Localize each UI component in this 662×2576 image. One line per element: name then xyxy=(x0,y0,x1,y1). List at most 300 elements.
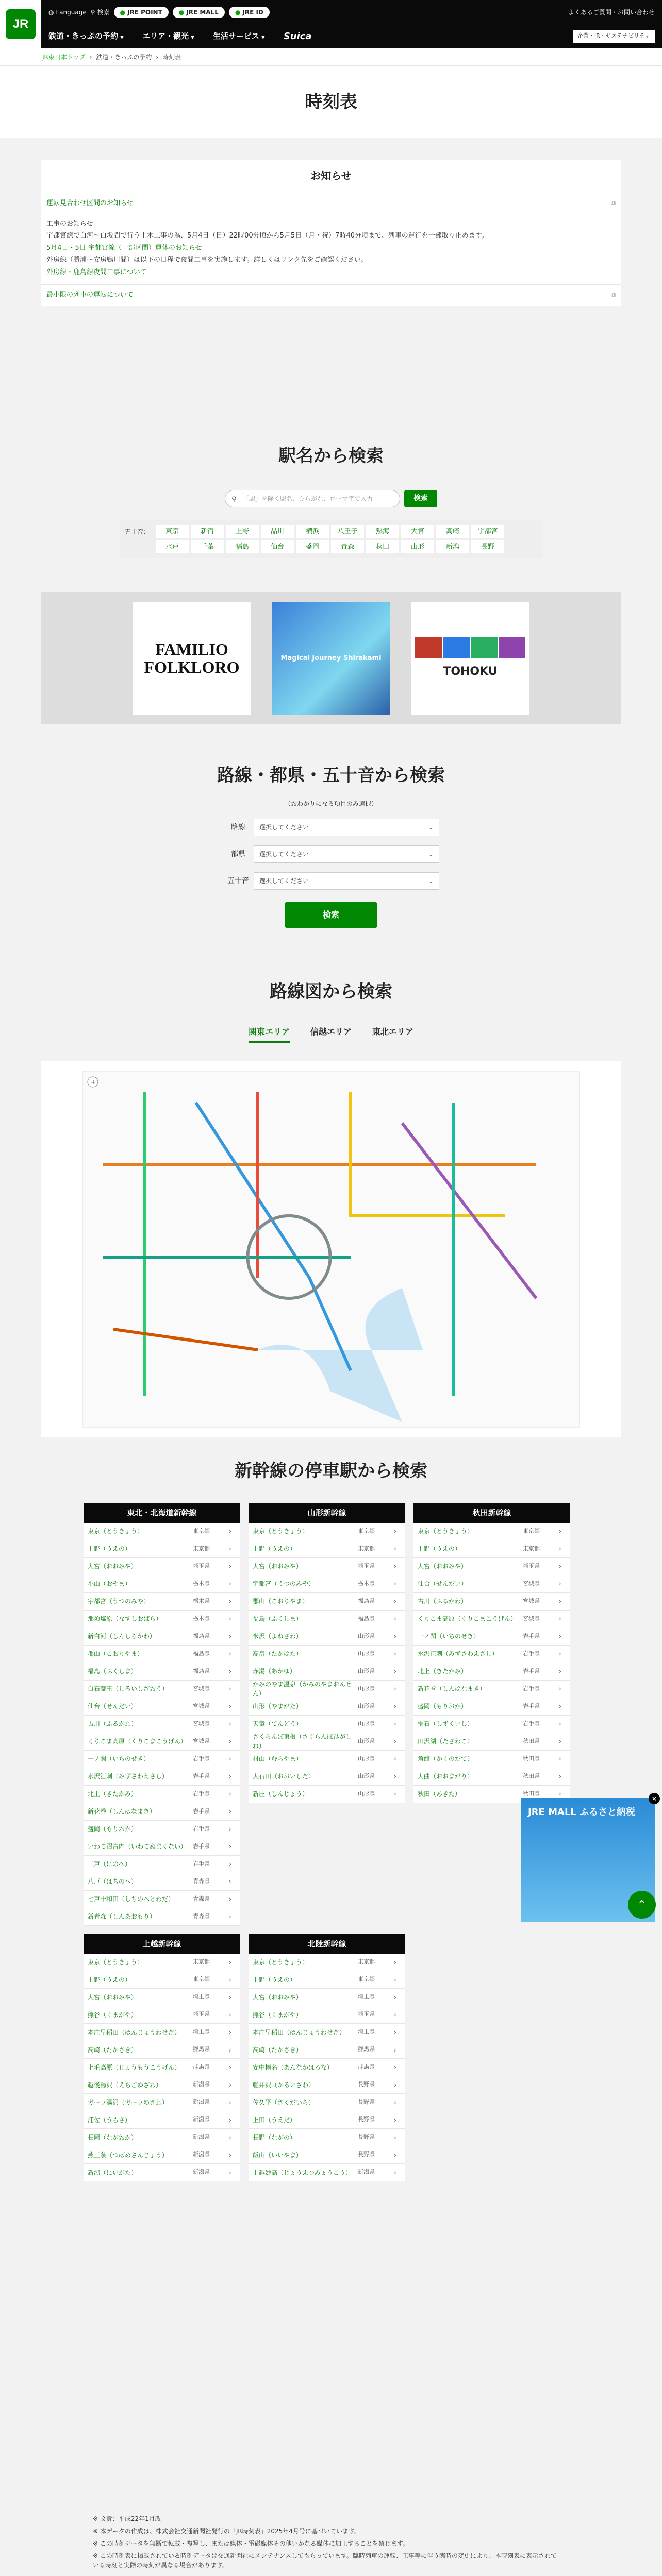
quick-station-link[interactable]: 新潟 xyxy=(436,540,469,554)
chevron-right-icon: › xyxy=(229,2168,231,2176)
banner-tohoku[interactable]: TOHOKU xyxy=(411,602,529,715)
chevron-down-icon: ⌄ xyxy=(428,877,434,885)
station-prefecture: 岩手県 xyxy=(193,1790,210,1797)
station-prefecture: 東京都 xyxy=(358,1976,375,1983)
chevron-right-icon: › xyxy=(394,2011,396,2019)
station-prefecture: 岩手県 xyxy=(193,1755,210,1762)
chevron-right-icon: › xyxy=(229,1580,231,1587)
station-row[interactable] xyxy=(84,1733,240,1751)
line-select[interactable]: 選択してください ⌄ xyxy=(254,819,439,836)
station-prefecture: 山形県 xyxy=(358,1667,375,1674)
nav-suica[interactable]: Suica xyxy=(283,31,312,42)
station-row[interactable] xyxy=(84,1803,240,1821)
station-name: 越後湯沢（えちごゆざわ） xyxy=(88,2081,162,2089)
promo-banner[interactable]: × JRE MALL ふるさと納税 xyxy=(521,1798,655,1922)
chevron-right-icon: › xyxy=(394,1580,396,1587)
shinkansen-line xyxy=(249,1503,405,1926)
chevron-right-icon: › xyxy=(229,1860,231,1868)
station-row[interactable] xyxy=(84,1593,240,1611)
chevron-right-icon: › xyxy=(229,2011,231,2019)
route-map[interactable] xyxy=(41,1061,621,1437)
jre-mall-link[interactable]: ● JRE MALL xyxy=(173,7,225,18)
station-row[interactable] xyxy=(249,1733,405,1751)
chevron-right-icon: › xyxy=(559,1545,561,1552)
chevron-right-icon: › xyxy=(229,2116,231,2124)
chevron-right-icon: › xyxy=(394,2151,396,2159)
station-prefecture: 青森県 xyxy=(193,1877,210,1885)
station-row[interactable] xyxy=(249,2111,405,2129)
station-name: 上野（うえの） xyxy=(253,1545,296,1552)
chevron-right-icon: › xyxy=(394,1738,396,1745)
station-name: 角館（かくのだて） xyxy=(418,1755,474,1762)
chevron-right-icon: › xyxy=(394,1976,396,1984)
chevron-right-icon: › xyxy=(229,1755,231,1762)
station-row[interactable] xyxy=(249,1593,405,1611)
station-prefecture: 岩手県 xyxy=(523,1702,540,1709)
chevron-right-icon: › xyxy=(229,1668,231,1675)
station-row[interactable] xyxy=(84,1611,240,1628)
station-row[interactable] xyxy=(249,2164,405,2181)
quick-station-link[interactable]: 大宮 xyxy=(401,525,434,538)
station-row[interactable] xyxy=(413,1663,570,1681)
chevron-right-icon: › xyxy=(229,1773,231,1780)
chevron-right-icon: › xyxy=(559,1563,561,1570)
chevron-right-icon: › xyxy=(229,2098,231,2106)
station-row[interactable] xyxy=(413,1523,570,1540)
chevron-right-icon: › xyxy=(229,2133,231,2141)
station-name: 東京（とうきょう） xyxy=(88,1958,144,1966)
quick-station-link[interactable]: 水戸 xyxy=(156,540,189,554)
station-name: 大宮（おおみや） xyxy=(418,1563,468,1570)
station-name: 新白河（しんしらかわ） xyxy=(88,1633,156,1640)
chevron-right-icon: › xyxy=(229,1703,231,1710)
chevron-right-icon: › xyxy=(559,1598,561,1605)
quick-station-link[interactable]: 宇都宮 xyxy=(471,525,504,538)
chevron-right-icon: › xyxy=(559,1685,561,1692)
quick-station-link[interactable]: 山形 xyxy=(401,540,434,554)
station-row[interactable] xyxy=(84,1575,240,1593)
chevron-right-icon: › xyxy=(559,1720,561,1727)
nav-rail-booking[interactable]: 鉄道・きっぷの予約 ▼ xyxy=(48,31,124,41)
station-row[interactable] xyxy=(413,1611,570,1628)
chevron-down-icon: ▼ xyxy=(261,35,265,41)
station-prefecture: 東京都 xyxy=(523,1545,540,1552)
chevron-right-icon: › xyxy=(559,1790,561,1798)
station-row[interactable] xyxy=(84,1891,240,1908)
station-prefecture: 山形県 xyxy=(358,1650,375,1657)
station-name: 村山（むらやま） xyxy=(253,1755,303,1762)
quick-station-link[interactable]: 新宿 xyxy=(191,525,224,538)
quick-station-link[interactable]: 福島 xyxy=(226,540,259,554)
station-row[interactable] xyxy=(249,1558,405,1575)
station-prefecture: 宮城県 xyxy=(193,1702,210,1709)
station-row[interactable] xyxy=(249,1989,405,2006)
site-header xyxy=(0,0,662,48)
station-name: 八戸（はちのへ） xyxy=(88,1878,138,1885)
station-row[interactable] xyxy=(84,2076,240,2094)
station-name: 水沢江刺（みずさわえさし） xyxy=(88,1773,169,1780)
station-prefecture: 岩手県 xyxy=(523,1720,540,1727)
notice-body: 工事のお知らせ 宇都宮線で白河〜白坂間で行う土木工事の為、5月4日（日）22時00分頃から5月5日（月・祝）7時40分頃まで、列車の運行を一部取り止めます。 5月4日・5日 宇都宮線（一部区間）運休のお知らせ 外房線（勝浦〜安房鴨川間）は以下の日程で夜間工事を実施します。詳しくはリンク先をご確認ください。 外房線・鹿島線夜間工事について xyxy=(41,214,621,285)
station-row[interactable] xyxy=(84,1989,240,2006)
station-prefecture: 秋田県 xyxy=(523,1755,540,1762)
station-row[interactable] xyxy=(249,1954,405,1971)
chevron-right-icon: › xyxy=(394,1668,396,1675)
chevron-right-icon: › xyxy=(559,1773,561,1780)
station-row[interactable] xyxy=(84,1540,240,1558)
station-row[interactable] xyxy=(249,2059,405,2076)
station-name: 山形（やまがた） xyxy=(253,1703,303,1710)
tab-kanto[interactable]: 関東エリア xyxy=(249,1026,290,1043)
jre-point-link[interactable]: ● JRE POINT xyxy=(114,7,169,18)
station-row[interactable] xyxy=(249,2076,405,2094)
shinkansen-heading: 新幹線の停車駅から検索 xyxy=(235,1461,427,1481)
chevron-right-icon: › xyxy=(394,2028,396,2036)
station-name: 盛岡（もりおか） xyxy=(88,1825,138,1833)
station-row[interactable] xyxy=(249,1540,405,1558)
route-search-button[interactable]: 検索 xyxy=(285,902,377,928)
station-prefecture: 東京都 xyxy=(193,1976,210,1983)
station-prefecture: 東京都 xyxy=(193,1545,210,1552)
station-row[interactable] xyxy=(413,1698,570,1716)
station-name: 大宮（おおみや） xyxy=(253,1563,303,1570)
nav-area-tourism[interactable]: エリア・観光 ▼ xyxy=(142,31,194,41)
station-name: 上毛高原（じょうもうこうげん） xyxy=(88,2063,181,2071)
station-prefecture: 新潟県 xyxy=(193,2133,210,2141)
station-row[interactable] xyxy=(84,1628,240,1646)
tab-shinetsu[interactable]: 信越エリア xyxy=(310,1027,352,1037)
station-name: 大宮（おおみや） xyxy=(253,1993,303,2001)
chevron-right-icon: › xyxy=(229,1633,231,1640)
quick-station-link[interactable]: 千葉 xyxy=(191,540,224,554)
chevron-right-icon: › xyxy=(559,1755,561,1762)
chevron-right-icon: › xyxy=(559,1703,561,1710)
station-row[interactable] xyxy=(84,1821,240,1838)
chevron-right-icon: › xyxy=(229,1528,231,1535)
chevron-right-icon: › xyxy=(394,2046,396,2054)
station-row[interactable] xyxy=(249,1751,405,1768)
chevron-right-icon: › xyxy=(229,1615,231,1622)
chevron-right-icon: › xyxy=(394,2063,396,2071)
station-prefecture: 福島県 xyxy=(193,1650,210,1657)
route-search-form: 路線 選択してください ⌄ 都県 選択してください ⌄ 五十音 選択してください ⌄ xyxy=(223,819,439,890)
shinkansen-line xyxy=(84,1503,240,1926)
station-row[interactable] xyxy=(84,2164,240,2181)
station-row[interactable] xyxy=(249,1768,405,1786)
quick-station-link[interactable]: 熱海 xyxy=(366,525,399,538)
station-row[interactable] xyxy=(249,1646,405,1663)
quick-station-link[interactable]: 東京 xyxy=(156,525,189,538)
close-icon[interactable]: × xyxy=(649,1793,660,1804)
station-prefecture: 福島県 xyxy=(193,1632,210,1639)
station-name: 北上（きたかみ） xyxy=(88,1790,138,1798)
chevron-right-icon: › xyxy=(394,1615,396,1622)
station-name: 高畠（たかはた） xyxy=(253,1650,303,1657)
mall-icon: ● xyxy=(178,8,185,16)
station-prefecture: 栃木県 xyxy=(193,1597,210,1604)
notice-item[interactable]: 最小限の列車の運転について ⧉ xyxy=(41,284,621,306)
station-row[interactable] xyxy=(84,1954,240,1971)
nav-life-service[interactable]: 生活サービス ▼ xyxy=(212,31,265,41)
banner-familio[interactable]: FAMILIO FOLKLORO xyxy=(133,602,251,715)
chevron-right-icon: › xyxy=(394,1773,396,1780)
notice-item[interactable]: 運転見合わせ区間のお知らせ ⧉ xyxy=(41,193,621,214)
quick-station-link[interactable]: 横浜 xyxy=(296,525,329,538)
station-row[interactable] xyxy=(413,1751,570,1768)
route-search-sub: （おわかりになる項目のみ選択） xyxy=(284,800,377,807)
station-row[interactable] xyxy=(249,2006,405,2024)
station-row[interactable] xyxy=(249,1523,405,1540)
station-name: 一ノ関（いちのせき） xyxy=(418,1633,480,1640)
quick-station-link[interactable]: 品川 xyxy=(261,525,294,538)
kana-select[interactable]: 選択してください ⌄ xyxy=(254,872,439,890)
station-row[interactable] xyxy=(84,2111,240,2129)
station-name: ガーラ湯沢（ガーラゆざわ） xyxy=(88,2098,169,2106)
station-prefecture: 岩手県 xyxy=(523,1632,540,1639)
notice-link-1[interactable]: 5月4日・5日 宇都宮線（一部区間）運休のお知らせ xyxy=(46,244,202,252)
jre-id-link[interactable]: ● JRE ID xyxy=(229,7,270,18)
station-name: 古川（ふるかわ） xyxy=(88,1720,138,1727)
quick-station-link[interactable]: 秋田 xyxy=(366,540,399,554)
station-row[interactable] xyxy=(249,1663,405,1681)
station-name: 福島（ふくしま） xyxy=(253,1615,303,1622)
chevron-right-icon: › xyxy=(394,1650,396,1657)
quick-station-link[interactable]: 長野 xyxy=(471,540,504,554)
logo[interactable] xyxy=(0,0,41,48)
prefecture-select[interactable]: 選択してください ⌄ xyxy=(254,845,439,863)
station-name: 盛岡（もりおか） xyxy=(418,1703,468,1710)
station-name: いわて沼宮内（いわてぬまくない） xyxy=(88,1843,187,1850)
language-button[interactable]: ◍ Language xyxy=(48,8,87,16)
breadcrumb-home[interactable]: JR東日本トップ xyxy=(42,53,86,61)
station-row[interactable] xyxy=(413,1681,570,1698)
station-row[interactable] xyxy=(249,2094,405,2111)
station-row[interactable] xyxy=(249,1786,405,1803)
station-name: 福島（ふくしま） xyxy=(88,1668,138,1675)
station-name: 上野（うえの） xyxy=(88,1545,131,1552)
chevron-right-icon: › xyxy=(229,1895,231,1903)
map-search-heading: 路線図から検索 xyxy=(270,981,392,1002)
quick-station-list: 五十音： 東京 新宿 上野 品川 横浜 八王子 熱海 大宮 高崎 宇都宮 水戸 千葉 福島 仙台 盛岡 青森 秋田 山形 新潟 長野 xyxy=(120,520,542,558)
station-prefecture: 新潟県 xyxy=(193,2081,210,2088)
chevron-right-icon: › xyxy=(229,1685,231,1692)
station-row[interactable] xyxy=(84,1523,240,1540)
station-name: 長野（ながの） xyxy=(253,2133,296,2141)
chevron-right-icon: › xyxy=(394,1685,396,1692)
station-row[interactable] xyxy=(249,2041,405,2059)
station-name: くりこま高原（くりこまこうげん） xyxy=(418,1615,517,1622)
station-row[interactable] xyxy=(84,2041,240,2059)
search-button[interactable]: ⚲ 検索 xyxy=(90,8,110,16)
station-row[interactable] xyxy=(84,1646,240,1663)
station-prefecture: 福島県 xyxy=(193,1667,210,1674)
station-row[interactable] xyxy=(84,2129,240,2146)
station-prefecture: 岩手県 xyxy=(193,1807,210,1815)
chevron-right-icon: › xyxy=(394,1993,396,2001)
shinkansen-line-title: 秋田新幹線 xyxy=(413,1503,570,1523)
chevron-right-icon: › xyxy=(229,2028,231,2036)
station-row[interactable] xyxy=(249,1628,405,1646)
station-prefecture: 山形県 xyxy=(358,1772,375,1780)
station-prefecture: 秋田県 xyxy=(523,1790,540,1797)
station-prefecture: 長野県 xyxy=(358,2116,375,2123)
breadcrumb-rail[interactable]: 鉄道・きっぷの予約 xyxy=(96,53,152,61)
station-search-button[interactable]: 検索 xyxy=(404,490,437,507)
station-prefecture: 福島県 xyxy=(358,1597,375,1604)
station-row[interactable] xyxy=(84,1558,240,1575)
chevron-right-icon: › xyxy=(229,1808,231,1815)
station-name: 郡山（こおりやま） xyxy=(253,1598,309,1605)
station-row[interactable] xyxy=(84,1768,240,1786)
station-row[interactable] xyxy=(84,1856,240,1873)
quick-station-link[interactable]: 仙台 xyxy=(261,540,294,554)
station-prefecture: 山形県 xyxy=(358,1755,375,1762)
station-prefecture: 秋田県 xyxy=(523,1737,540,1744)
station-row[interactable] xyxy=(413,1575,570,1593)
chevron-right-icon: › xyxy=(229,2063,231,2071)
station-row[interactable] xyxy=(84,1908,240,1926)
station-prefecture: 新潟県 xyxy=(193,2116,210,2123)
station-row[interactable] xyxy=(413,1540,570,1558)
station-name: 宇都宮（うつのみや） xyxy=(253,1580,315,1587)
chevron-right-icon: › xyxy=(559,1633,561,1640)
station-name: 天童（てんどう） xyxy=(253,1720,303,1727)
station-row[interactable] xyxy=(84,1681,240,1698)
station-row[interactable] xyxy=(84,1698,240,1716)
chevron-right-icon: › xyxy=(229,1563,231,1570)
quick-station-link[interactable]: 盛岡 xyxy=(296,540,329,554)
station-row[interactable] xyxy=(249,1611,405,1628)
station-name: 仙台（せんだい） xyxy=(418,1580,468,1587)
chevron-right-icon: › xyxy=(229,1738,231,1745)
chevron-right-icon: › xyxy=(229,1545,231,1552)
chevron-right-icon: › xyxy=(229,1993,231,2001)
station-name: 北上（きたかみ） xyxy=(418,1668,468,1675)
station-row[interactable] xyxy=(249,2146,405,2164)
shinkansen-line-title: 山形新幹線 xyxy=(249,1503,405,1523)
station-prefecture: 岩手県 xyxy=(193,1860,210,1867)
station-name: 一ノ関（いちのせき） xyxy=(88,1755,150,1762)
chevron-right-icon: › xyxy=(559,1580,561,1587)
station-row[interactable] xyxy=(84,1786,240,1803)
station-name: 新庄（しんじょう） xyxy=(253,1790,309,1798)
station-prefecture: 山形県 xyxy=(358,1737,375,1744)
quick-station-link[interactable]: 上野 xyxy=(226,525,259,538)
back-to-top-button[interactable] xyxy=(628,1891,656,1919)
station-row[interactable] xyxy=(413,1733,570,1751)
station-row[interactable] xyxy=(249,2024,405,2041)
station-name: 燕三条（つばめさんじょう） xyxy=(88,2151,169,2159)
station-prefecture: 岩手県 xyxy=(193,1772,210,1780)
station-prefecture: 宮城県 xyxy=(523,1615,540,1622)
station-row[interactable] xyxy=(84,2094,240,2111)
faq-link[interactable]: よくあるご質問・お問い合わせ xyxy=(568,8,655,16)
station-prefecture: 栃木県 xyxy=(193,1615,210,1622)
jr-logo-icon: JR xyxy=(6,9,36,39)
station-row[interactable] xyxy=(249,2129,405,2146)
station-prefecture: 群馬県 xyxy=(193,2046,210,2053)
chevron-right-icon: › xyxy=(229,1976,231,1984)
station-row[interactable] xyxy=(249,1716,405,1733)
chevron-right-icon: › xyxy=(229,1598,231,1605)
quick-station-link[interactable]: 八王子 xyxy=(331,525,364,538)
quick-station-link[interactable]: 青森 xyxy=(331,540,364,554)
station-row[interactable] xyxy=(84,2146,240,2164)
chevron-right-icon: › xyxy=(559,1668,561,1675)
station-name: 熊谷（くまがや） xyxy=(88,2011,138,2019)
station-prefecture: 長野県 xyxy=(358,2098,375,2106)
station-search-heading: 駅名から検索 xyxy=(278,446,384,466)
chevron-right-icon: › xyxy=(559,1650,561,1657)
station-row[interactable] xyxy=(84,1971,240,1989)
station-row[interactable] xyxy=(413,1716,570,1733)
station-name: 水沢江刺（みずさわえさし） xyxy=(418,1650,499,1657)
globe-icon: ◍ xyxy=(48,8,54,16)
station-prefecture: 群馬県 xyxy=(358,2046,375,2053)
station-row[interactable] xyxy=(84,1716,240,1733)
station-search-input[interactable]: ⚲ 「駅」を除く駅名、ひらがな、ローマ字で入力 xyxy=(225,490,400,507)
chevron-right-icon: › xyxy=(394,1790,396,1798)
station-row[interactable] xyxy=(249,1575,405,1593)
station-row[interactable] xyxy=(84,2024,240,2041)
station-prefecture: 岩手県 xyxy=(523,1650,540,1657)
station-row[interactable] xyxy=(84,1838,240,1856)
banner-shirakami[interactable]: Magical Journey Shirakami xyxy=(272,602,390,715)
station-name: 小山（おやま） xyxy=(88,1580,131,1587)
station-prefecture: 東京都 xyxy=(193,1958,210,1965)
chevron-right-icon: › xyxy=(394,2116,396,2124)
station-row[interactable] xyxy=(413,1628,570,1646)
station-prefecture: 新潟県 xyxy=(193,2098,210,2106)
breadcrumb-current: 時刻表 xyxy=(162,53,181,61)
quick-station-link[interactable]: 高崎 xyxy=(436,525,469,538)
station-row[interactable] xyxy=(84,2059,240,2076)
station-row[interactable] xyxy=(84,2006,240,2024)
station-row[interactable] xyxy=(249,1971,405,1989)
station-name: 安中榛名（あんなかはるな） xyxy=(253,2063,334,2071)
notes-list: ※ 文責：平成22年1月改 ※ 本データの作成は、株式会社交通新聞社発行の「JR時刻表」2025年4月号に基づいています。 ※ この時刻データを無断で転載・複写し、または媒体・電磁媒体その他いかなる媒体に加工することを禁じます。 ※ この時刻表に掲載されている時刻データは交通新聞社にメンテナンスしてもらっています。臨時列車の運転、工事等に伴う臨時の変更により、本時刻表に表示されている時刻と実際の時刻が異なる場合があります。 xyxy=(93,2515,557,2569)
chevron-right-icon: › xyxy=(229,2151,231,2159)
station-name: 赤湯（あかゆ） xyxy=(253,1668,296,1675)
station-prefecture: 埼玉県 xyxy=(358,1562,375,1569)
station-row[interactable] xyxy=(249,1681,405,1698)
station-prefecture: 宮城県 xyxy=(193,1685,210,1692)
station-row[interactable] xyxy=(413,1646,570,1663)
station-prefecture: 栃木県 xyxy=(358,1580,375,1587)
station-prefecture: 新潟県 xyxy=(358,2168,375,2176)
station-row[interactable] xyxy=(413,1558,570,1575)
station-prefecture: 長野県 xyxy=(358,2133,375,2141)
station-row[interactable] xyxy=(84,1751,240,1768)
station-prefecture: 宮城県 xyxy=(523,1597,540,1604)
corp-link[interactable]: 企業・IR・サステナビリティ xyxy=(573,30,655,43)
notice-link-2[interactable]: 外房線・鹿島線夜間工事について xyxy=(46,268,147,276)
chevron-right-icon: › xyxy=(229,1825,231,1833)
notice-panel xyxy=(41,160,621,306)
tab-tohoku[interactable]: 東北エリア xyxy=(372,1027,414,1037)
page-title-area xyxy=(0,66,662,138)
station-name: 秋田（あきた） xyxy=(418,1790,461,1798)
search-icon: ⚲ xyxy=(90,8,95,16)
station-row[interactable] xyxy=(413,1593,570,1611)
chevron-right-icon: › xyxy=(229,2046,231,2054)
station-row[interactable] xyxy=(249,1698,405,1716)
station-row[interactable] xyxy=(84,1873,240,1891)
station-row[interactable] xyxy=(84,1663,240,1681)
route-search-heading: 路線・都県・五十音から検索 xyxy=(217,765,445,786)
chevron-right-icon: › xyxy=(229,1650,231,1657)
station-row[interactable] xyxy=(413,1768,570,1786)
